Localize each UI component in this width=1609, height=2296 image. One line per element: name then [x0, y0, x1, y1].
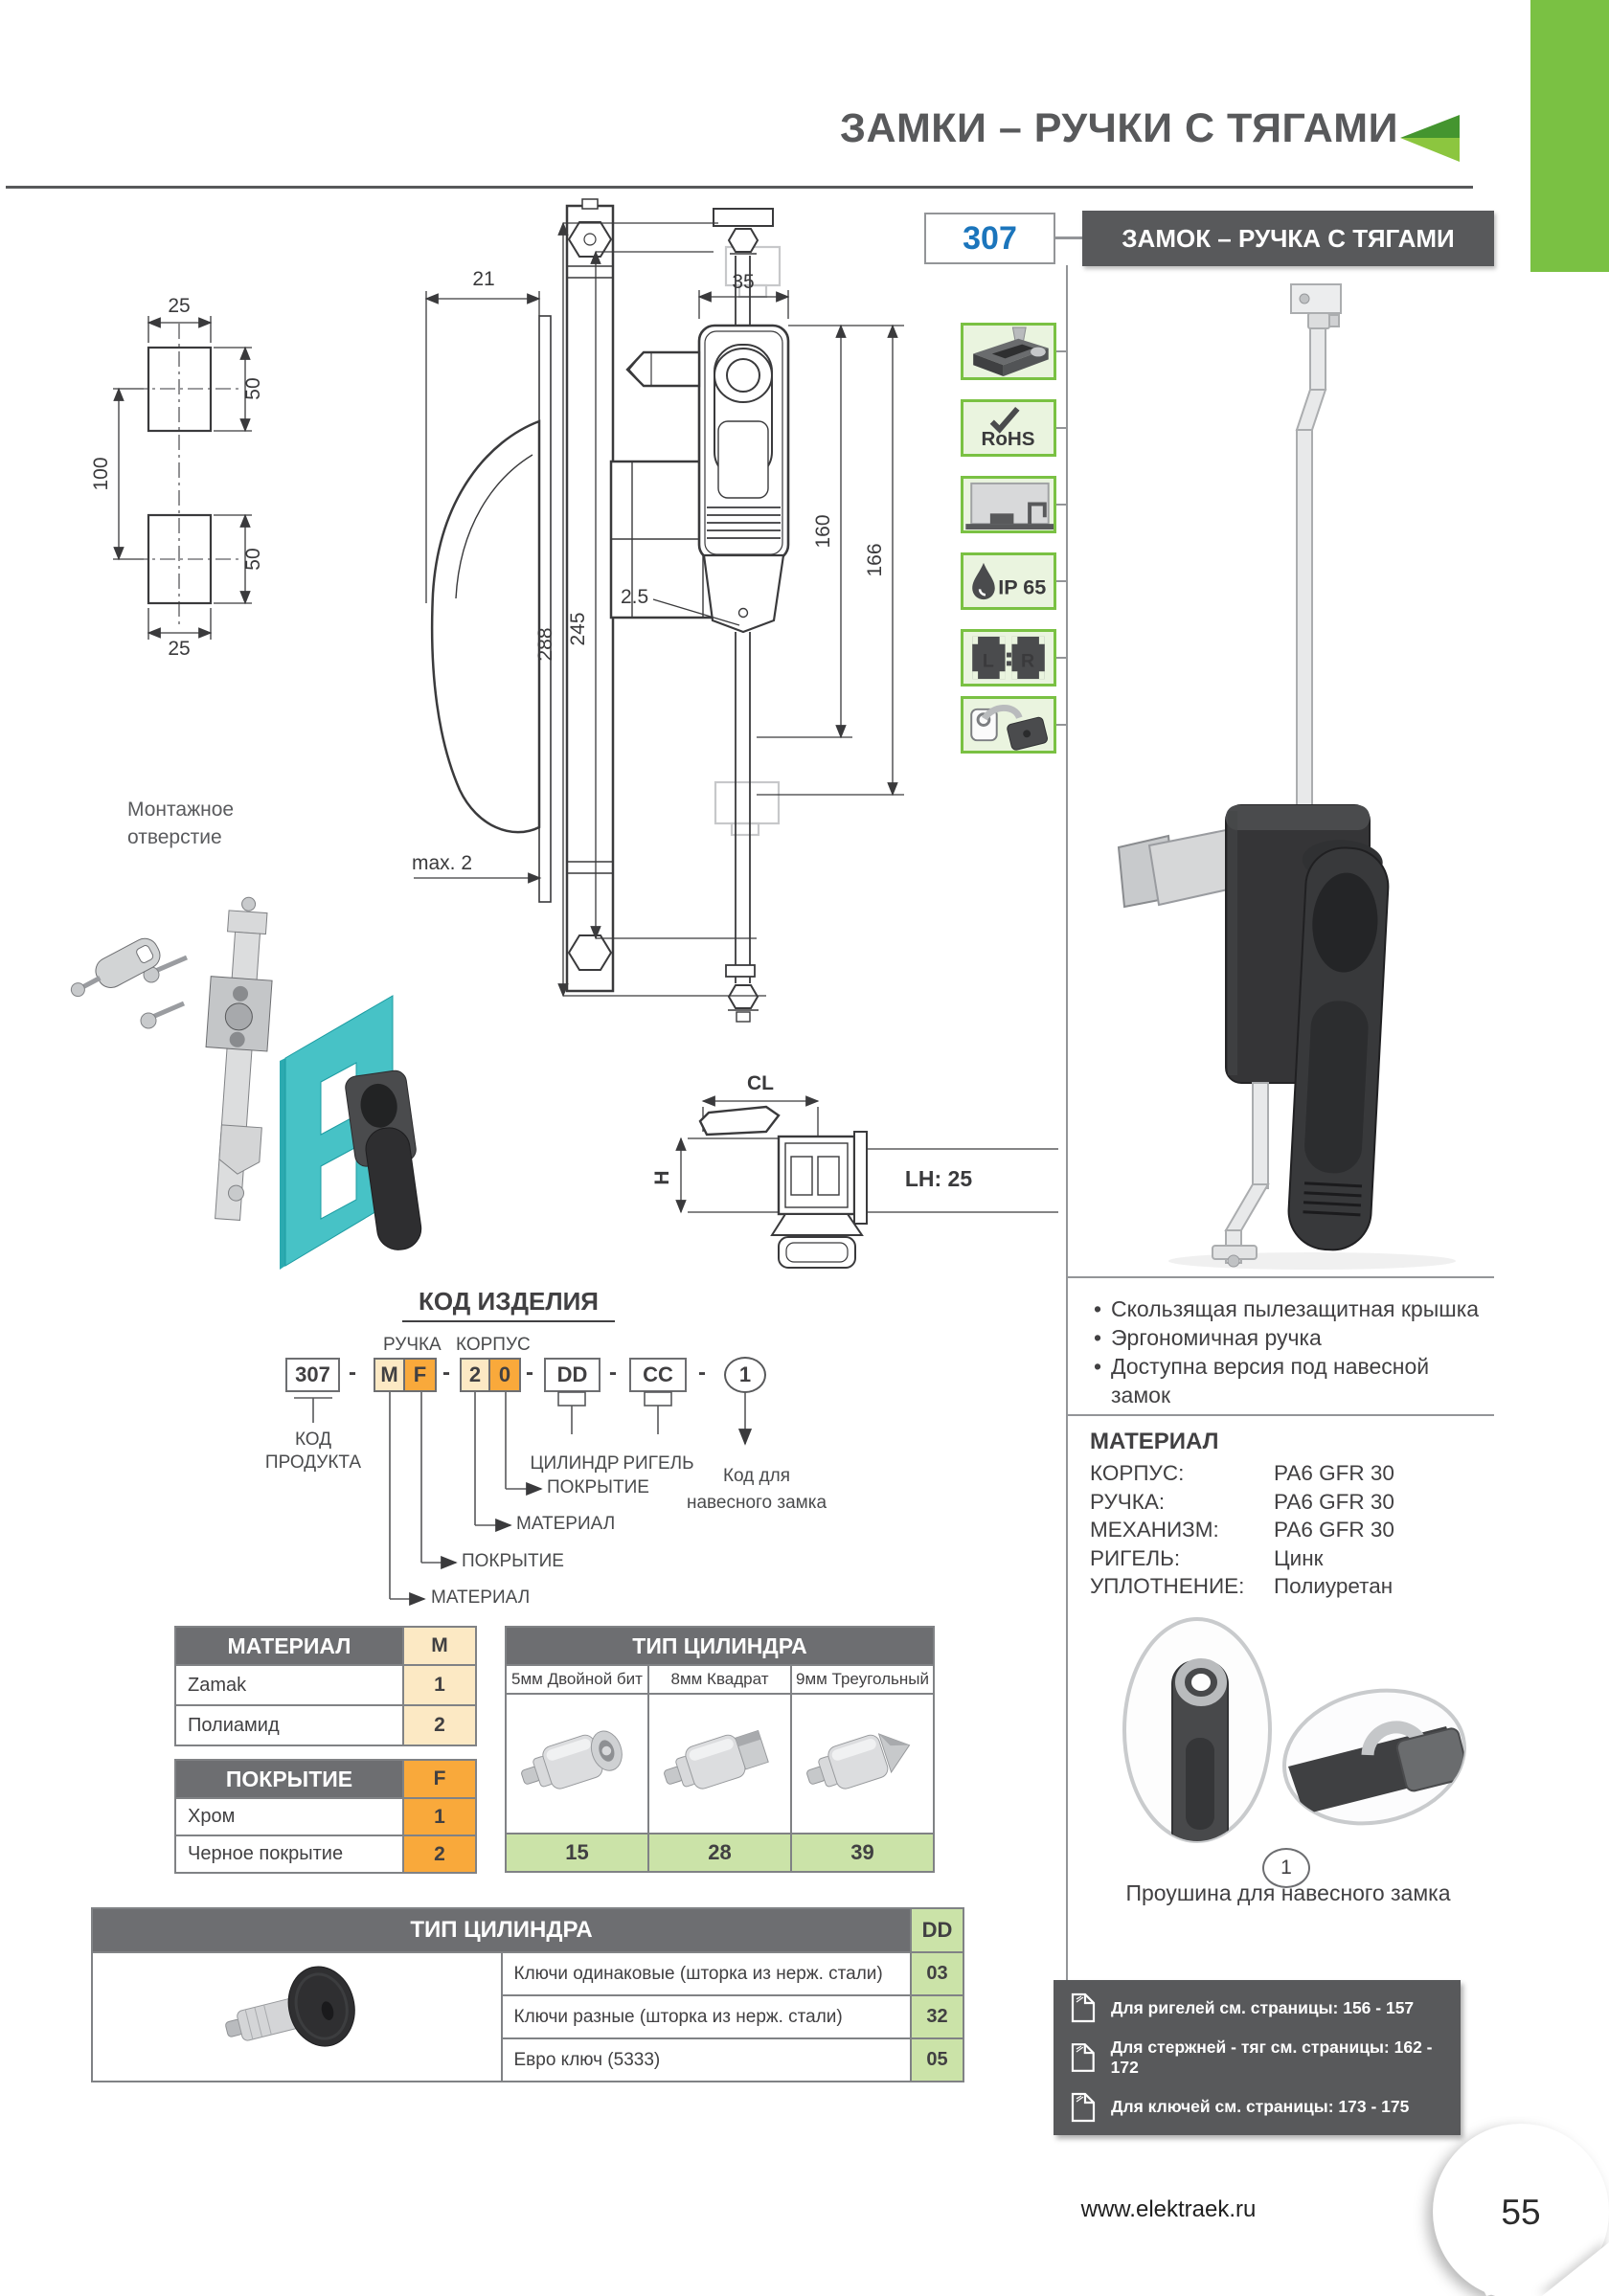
section-line: [1066, 1414, 1494, 1416]
material-arrow-label: МАТЕРИАЛ: [516, 1514, 616, 1534]
table-row-label: Zamak: [175, 1665, 403, 1705]
feature-item: • Скользящая пылезащитная крышка: [1090, 1294, 1486, 1323]
reference-block: [1054, 1980, 1461, 2135]
svg-text:21: 21: [472, 268, 495, 290]
body-label: КОРПУС: [456, 1335, 531, 1355]
cylinder-doublebit-image: [513, 1699, 642, 1824]
exploded-view-drawing: [57, 890, 469, 1307]
svg-text:245: 245: [567, 612, 589, 646]
cylinder-col-label: 9мм Треугольный: [791, 1665, 934, 1694]
padlock-detail-photos: [1092, 1613, 1494, 1848]
svg-text:35: 35: [732, 271, 755, 293]
section-arrow-icon: [1400, 112, 1460, 165]
svg-text:25: 25: [168, 295, 191, 317]
footer-url[interactable]: www.elektraek.ru: [1080, 2196, 1257, 2222]
materials-list: [1090, 1459, 1492, 1601]
cylinder-col-code: 28: [648, 1834, 791, 1872]
code-307: 307: [285, 1358, 340, 1392]
code-cc: CC: [629, 1358, 687, 1392]
page-icon: [1071, 1992, 1096, 2023]
mounting-hole-drawing: [57, 230, 278, 862]
svg-text:50: 50: [242, 548, 264, 571]
reference-row: Для ключей см. страницы: 173 - 175: [1071, 2092, 1461, 2123]
material-table: [174, 1626, 477, 1746]
rigel-label: РИГЕЛЬ: [623, 1453, 694, 1474]
icon-connector: [1056, 580, 1068, 582]
svg-text:25: 25: [168, 638, 191, 660]
cylinder-col-code: 39: [791, 1834, 934, 1872]
dd-table-title: ТИП ЦИЛИНДРА: [92, 1908, 911, 1952]
product-photo: [1082, 273, 1494, 1273]
cylinder-square-image: [656, 1699, 784, 1824]
material-row: РИГЕЛЬ: Цинк: [1090, 1545, 1324, 1570]
icon-connector: [1056, 657, 1068, 659]
cylinder-triangle-image: [799, 1699, 927, 1824]
code-2: 2: [460, 1358, 490, 1392]
cylinder-dd-table: [91, 1907, 964, 2082]
green-corner-bar: [1530, 0, 1609, 272]
table-row-value: 2: [403, 1705, 476, 1745]
svg-text:160: 160: [812, 514, 834, 549]
table-row-value: 32: [911, 1995, 963, 2038]
svg-text:LH: 25: LH: 25: [904, 1166, 973, 1191]
reference-row: Для стержней - тяг см. страницы: 162 - 172: [1071, 2037, 1461, 2078]
svg-text:50: 50: [242, 377, 264, 400]
page-icon: [1071, 2042, 1096, 2073]
detail-caption: Проушина для навесного замка: [1125, 1880, 1451, 1905]
page-number: 55: [1501, 2193, 1541, 2232]
table-row-value: 05: [911, 2038, 963, 2082]
svg-text:CL: CL: [747, 1072, 774, 1094]
material-row: УПЛОТНЕНИЕ: Полиуретан: [1090, 1574, 1394, 1598]
svg-text:2.5: 2.5: [621, 586, 649, 608]
svg-text:max. 2: max. 2: [412, 852, 473, 874]
product-code-label: КОД ПРОДУКТА: [264, 1429, 362, 1473]
material-table-code: M: [403, 1627, 476, 1665]
coating-arrow-label: ПОКРЫТИЕ: [462, 1551, 564, 1571]
code-m: M: [374, 1358, 405, 1392]
detail-number-badge: 1: [1262, 1848, 1310, 1888]
table-row-value: 1: [403, 1665, 476, 1705]
coating-table-title: ПОКРЫТИЕ: [175, 1760, 403, 1798]
handle-label: РУЧКА: [383, 1335, 442, 1355]
mounting-hole-label: Монтажное отверстие: [127, 799, 235, 848]
code-dd: DD: [544, 1358, 601, 1392]
product-code: 307: [963, 219, 1017, 257]
feature-list: [1090, 1294, 1486, 1409]
feature-item: • Доступна версия под навесной замок: [1090, 1352, 1486, 1409]
table-row-value: 03: [911, 1952, 963, 1995]
code-diagram-title: КОД ИЗДЕЛИЯ: [402, 1287, 615, 1322]
icon-connector: [1056, 724, 1068, 726]
code-f: F: [405, 1358, 437, 1392]
product-banner-label: ЗАМОК – РУЧКА С ТЯГАМИ: [1122, 223, 1455, 253]
icon-connector: [1056, 504, 1068, 506]
svg-text:RoHS: RoHS: [981, 428, 1035, 451]
table-row-label: Евро ключ (5333): [502, 2038, 912, 2082]
page-icon: [1071, 2092, 1096, 2123]
icon-connector: [1056, 350, 1068, 352]
cylinder-col-label: 5мм Двойной бит: [506, 1665, 648, 1694]
code-dash: -: [526, 1360, 533, 1385]
materials-title: МАТЕРИАЛ: [1090, 1429, 1219, 1454]
section-line: [1066, 1276, 1494, 1278]
table-row-label: Полиамид: [175, 1705, 403, 1745]
code-dash: -: [349, 1360, 356, 1385]
table-row-label: Черное покрытие: [175, 1835, 403, 1873]
coating-table-code: F: [403, 1760, 476, 1798]
table-row-label: Хром: [175, 1798, 403, 1835]
material-row: РУЧКА: PA6 GFR 30: [1090, 1489, 1394, 1514]
product-banner: [1082, 211, 1494, 266]
table-row-value: 1: [403, 1798, 476, 1835]
table-row-value: 2: [403, 1835, 476, 1873]
coating-arrow-label: ПОКРЫТИЕ: [547, 1477, 649, 1497]
svg-text:R: R: [1021, 650, 1035, 672]
cylinder-col-code: 15: [506, 1834, 648, 1872]
feature-item: • Эргономичная ручка: [1090, 1323, 1486, 1352]
material-row: МЕХАНИЗМ: PA6 GFR 30: [1090, 1518, 1394, 1542]
cylinder-col-label: 8мм Квадрат: [648, 1665, 791, 1694]
table-row-label: Ключи одинаковые (шторка из нерж. стали): [502, 1952, 912, 1995]
connector-line: [1055, 236, 1082, 239]
dd-table-code: DD: [911, 1908, 963, 1952]
cylinder-table-title: ТИП ЦИЛИНДРА: [506, 1627, 934, 1665]
code-0: 0: [490, 1358, 521, 1392]
code-dash: -: [698, 1360, 706, 1385]
svg-text:288: 288: [534, 627, 556, 662]
icon-connector: [1056, 427, 1068, 429]
code-dash: -: [609, 1360, 617, 1385]
svg-text:166: 166: [864, 543, 886, 577]
svg-text:IP 65: IP 65: [998, 574, 1047, 599]
padlock-code-label: Код для навесного замка: [686, 1466, 827, 1513]
material-row: КОРПУС: PA6 GFR 30: [1090, 1461, 1394, 1485]
coating-table: [174, 1759, 477, 1874]
key-cylinder-image: [215, 1955, 378, 2075]
table-row-label: Ключи разные (шторка из нерж. стали): [502, 1995, 912, 2038]
header-rule: [6, 186, 1473, 189]
material-table-title: МАТЕРИАЛ: [175, 1627, 403, 1665]
svg-text:100: 100: [90, 457, 112, 491]
page-title: ЗАМКИ – РУЧКИ С ТЯГАМИ: [840, 105, 1398, 151]
cylinder-label: ЦИЛИНДР: [530, 1453, 620, 1474]
svg-text:L: L: [982, 650, 994, 672]
cam-dimension-drawing: [651, 1044, 1073, 1283]
svg-text:H: H: [651, 1170, 673, 1185]
reference-row: Для ригелей см. страницы: 156 - 157: [1071, 1992, 1461, 2023]
code-dash: -: [442, 1360, 450, 1385]
code-padlock-option: 1: [724, 1357, 766, 1393]
material-arrow-label: МАТЕРИАЛ: [431, 1587, 531, 1608]
cylinder-table: [505, 1626, 935, 1873]
